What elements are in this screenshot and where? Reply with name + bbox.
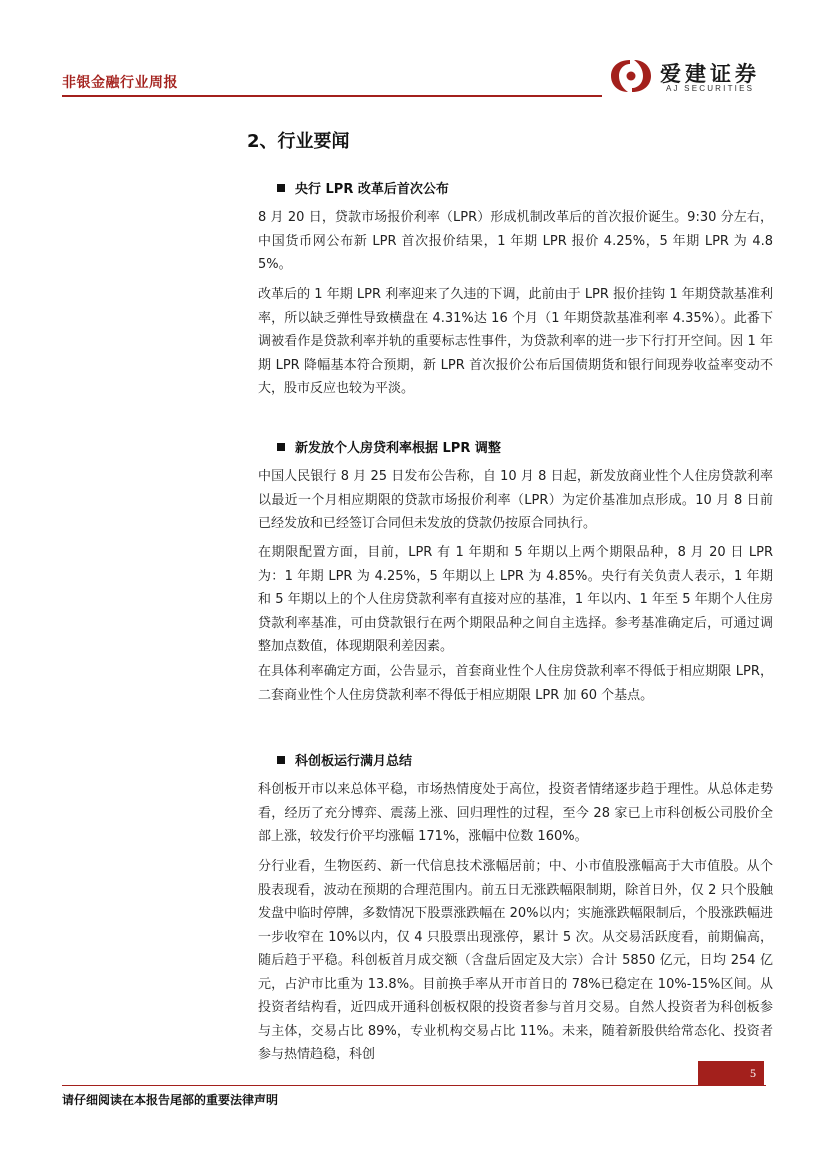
logo-english-name: AJ SECURITIES [666,84,755,93]
logo-chinese-name: 爱建证券 [660,62,760,86]
header-divider [62,95,602,97]
news-heading-text: 央行 LPR 改革后首次公布 [295,182,449,197]
paragraph: 科创板开市以来总体平稳，市场热情度处于高位，投资者情绪逐步趋于理性。从总体走势看，经历了充分博弈、震荡上涨、回归理性的过程，至今 28 家已上市科创板公司股价全部上涨，较发行价平均涨幅 171%，涨幅中位数 160%。 [258,782,773,844]
paragraph: 中国人民银行 8 月 25 日发布公告称，自 10 月 8 日起，新发放商业性个人住房贷款利率以最近一个月相应期限的贷款市场报价利率（LPR）为定价基准加点形成。10 月 8 日前已经发放和已经签订合同但未发放的贷款仍按原合同执行。 [258,469,773,531]
company-logo [608,56,778,96]
paragraph: 改革后的 1 年期 LPR 利率迎来了久违的下调，此前由于 LPR 报价挂钩 1 年期贷款基准利率，所以缺乏弹性导致横盘在 4.31%达 16 个月（1 年期贷款基准利率 4.35%）。此番下调被看作是贷款利率并轨的重要标志性事件，为贷款利率的进一步下行打开空间。因 1 年期 LPR 降幅基本符合预期，新 LPR 首次报价公布后国债期货和银行间现券收益率变动不大，股市反应也较为平淡。 [258,287,773,396]
legal-disclaimer-notice: 请仔细阅读在本报告尾部的重要法律声明 [62,1093,279,1107]
page-number: 5 [698,1061,764,1085]
section-title: 2、行业要闻 [247,131,350,152]
bullet-square-icon [277,443,285,451]
paragraph: 8 月 20 日，贷款市场报价利率（LPR）形成机制改革后的首次报价诞生。9:30 分左右，中国货币网公布新 LPR 首次报价结果，1 年期 LPR 报价 4.25%，5 年期 LPR 为 4.85%。 [258,210,773,272]
paragraph: 在具体利率确定方面，公告显示，首套商业性个人住房贷款利率不得低于相应期限 LPR，二套商业性个人住房贷款利率不得低于相应期限 LPR 加 60 个基点。 [258,664,773,703]
news-heading-text: 新发放个人房贷利率根据 LPR 调整 [295,441,501,456]
footer-divider [62,1085,766,1086]
news-heading-text: 科创板运行满月总结 [295,754,413,769]
report-type-title: 非银金融行业周报 [62,75,178,91]
aj-logo-icon [608,56,654,96]
paragraph: 分行业看，生物医药、新一代信息技术涨幅居前；中、小市值股涨幅高于大市值股。从个股表现看，波动在预期的合理范围内。前五日无涨跌幅限制期，除首日外，仅 2 只个股触发盘中临时停牌，多数情况下股票涨跌幅在 20%以内；实施涨跌幅限制后，个股涨跌幅进一步收窄在 10%以内，仅 4 只股票出现涨停，累计 5 次。从交易活跃度看，前期偏高，随后趋于平稳。科创板首月成交额（含盘后固定及大宗）合计 5850 亿元，日均 254 亿元，占沪市比重为 13.8%。目前换手率从开市首日的 78%已稳定在 10%-15%区间。从投资者结构看，近四成开通科创板权限的投资者参与首月交易。自然人投资者为科创板参与主体，交易占比 89%，专业机构交易占比 11%。未来，随着新股供给常态化、投资者参与热情趋稳，科创 [258,859,773,1062]
news-heading-star-market [277,750,412,769]
bullet-square-icon [277,184,285,192]
news-heading-mortgage-rate [277,437,501,456]
bullet-square-icon [277,756,285,764]
paragraph: 在期限配置方面，目前，LPR 有 1 年期和 5 年期以上两个期限品种，8 月 20 日 LPR 为：1 年期 LPR 为 4.25%，5 年期以上 LPR 为 4.85%。央行有关负责人表示，1 年期和 5 年期以上的个人住房贷款利率有直接对应的基准，1 年以内、1 年至 5 年期个人住房贷款利率基准，可由贷款银行在两个期限品种之间自主选择。参考基准确定后，可通过调整加点数值，体现期限利差因素。 [258,545,773,654]
news-heading-lpr-reform [277,178,449,197]
